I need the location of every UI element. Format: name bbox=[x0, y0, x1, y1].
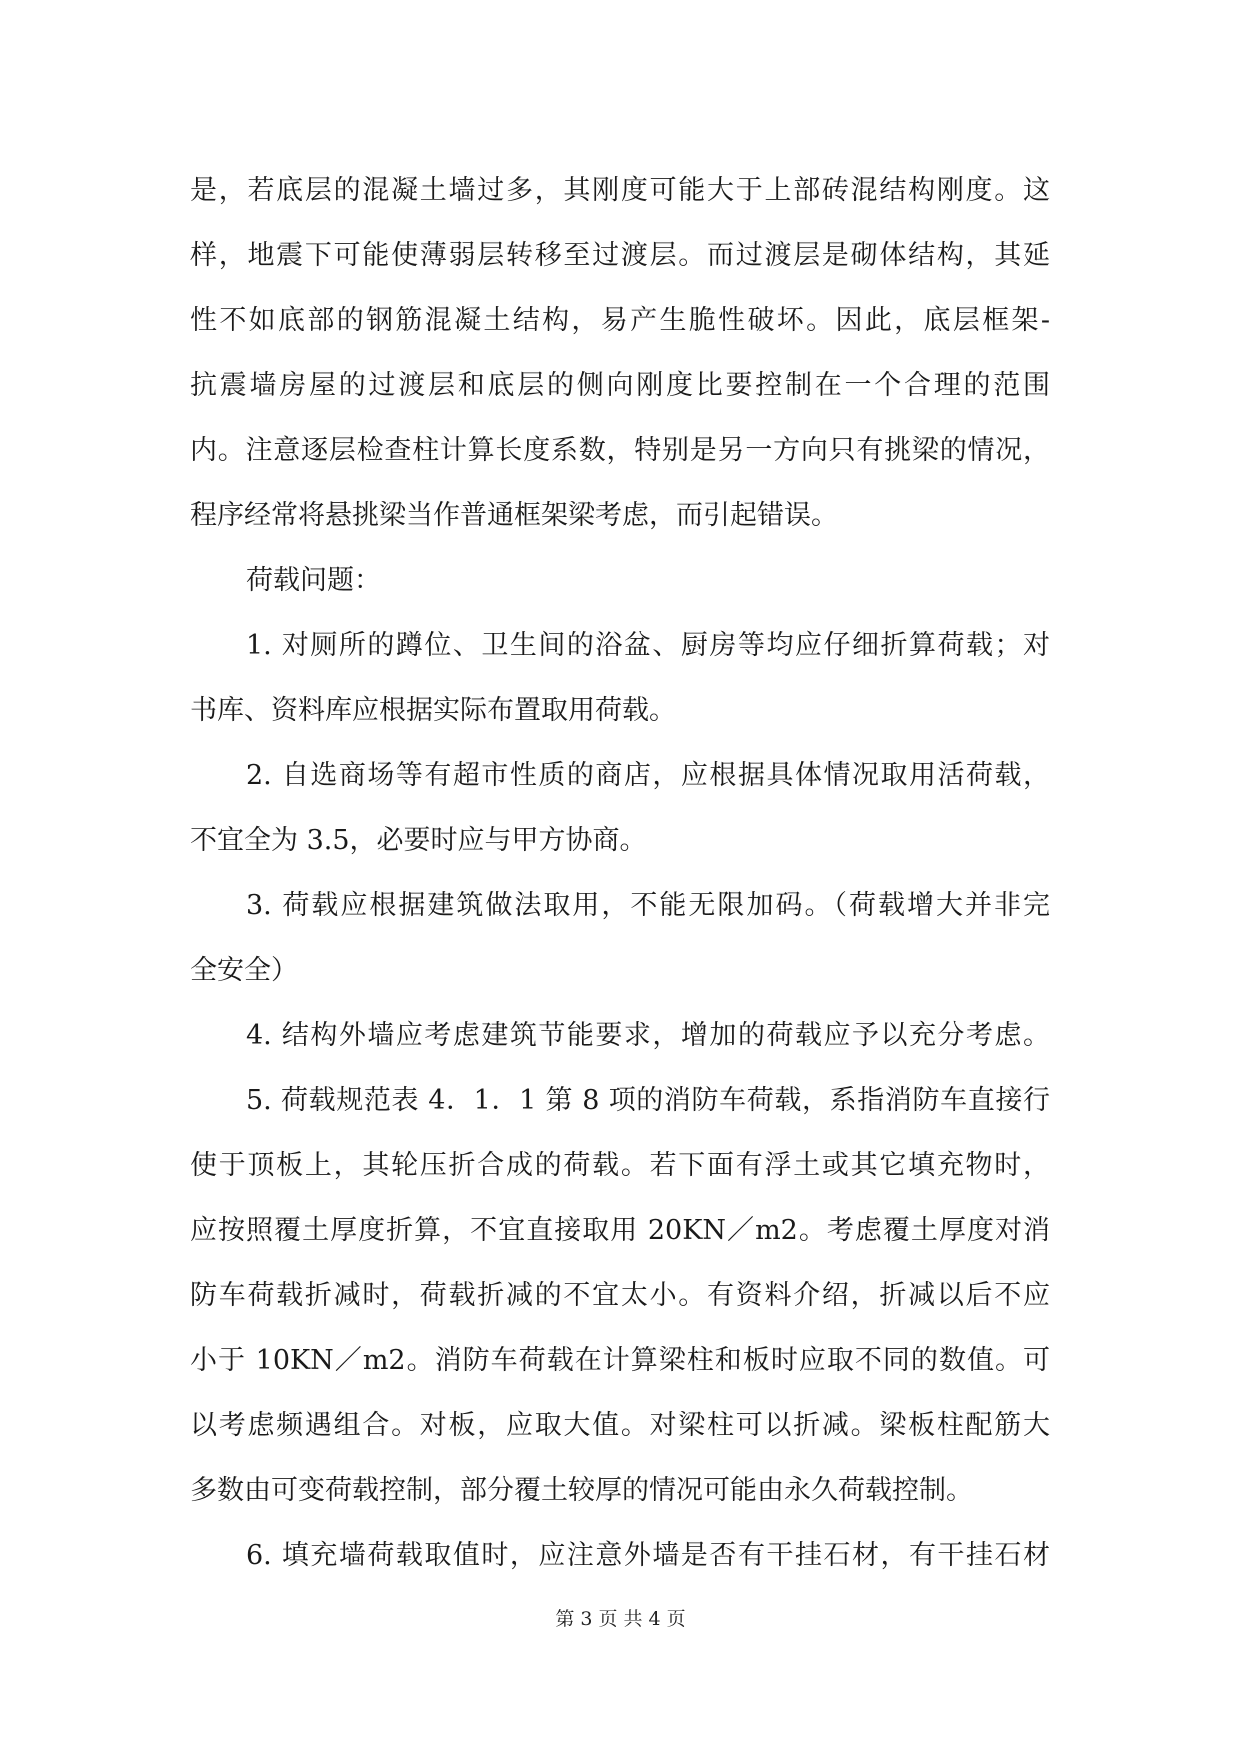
section-heading: 荷载问题： bbox=[246, 565, 381, 596]
list-item-1-line: 1. 对厕所的蹲位、卫生间的浴盆、厨房等均应仔细折算荷载；对 bbox=[246, 630, 1050, 661]
text-line: 性不如底部的钢筋混凝土结构，易产生脆性破坏。因此，底层框架- bbox=[190, 305, 1050, 336]
text-line: 是，若底层的混凝土墙过多，其刚度可能大于上部砖混结构刚度。这 bbox=[190, 175, 1050, 206]
list-item-5-line: 小于 10KN／m2。消防车荷载在计算梁柱和板时应取不同的数值。可 bbox=[190, 1345, 1050, 1376]
list-item-3-line: 全安全） bbox=[190, 955, 298, 986]
text-line: 样，地震下可能使薄弱层转移至过渡层。而过渡层是砌体结构，其延 bbox=[190, 240, 1050, 271]
list-item-5-line: 以考虑频遇组合。对板，应取大值。对梁柱可以折减。梁板柱配筋大 bbox=[190, 1410, 1050, 1441]
list-item-2-line: 2. 自选商场等有超市性质的商店，应根据具体情况取用活荷载， bbox=[246, 760, 1050, 791]
body-text bbox=[190, 158, 1050, 1588]
list-item-5-line: 应按照覆土厚度折算，不宜直接取用 20KN／m2。考虑覆土厚度对消 bbox=[190, 1215, 1050, 1246]
list-item-6-line: 6. 填充墙荷载取值时，应注意外墙是否有干挂石材，有干挂石材 bbox=[246, 1540, 1050, 1571]
page-number: 第 3 页 共 4 页 bbox=[555, 1608, 686, 1630]
list-item-4-line: 4. 结构外墙应考虑建筑节能要求，增加的荷载应予以充分考虑。 bbox=[246, 1020, 1050, 1051]
list-item-5-line: 5. 荷载规范表 4．1．1 第 8 项的消防车荷载，系指消防车直接行 bbox=[246, 1085, 1050, 1116]
text-line: 程序经常将悬挑梁当作普通框架梁考虑，而引起错误。 bbox=[190, 500, 838, 531]
text-line: 内。注意逐层检查柱计算长度系数，特别是另一方向只有挑梁的情况， bbox=[190, 435, 1050, 466]
list-item-1-line: 书库、资料库应根据实际布置取用荷载。 bbox=[190, 695, 676, 726]
text-line: 抗震墙房屋的过渡层和底层的侧向刚度比要控制在一个合理的范围 bbox=[190, 370, 1050, 401]
list-item-5-line: 防车荷载折减时，荷载折减的不宜太小。有资料介绍，折减以后不应 bbox=[190, 1280, 1050, 1311]
list-item-2-line: 不宜全为 3.5，必要时应与甲方协商。 bbox=[190, 825, 647, 856]
list-item-5-line: 多数由可变荷载控制，部分覆土较厚的情况可能由永久荷载控制。 bbox=[190, 1475, 973, 1506]
list-item-5-line: 使于顶板上，其轮压折合成的荷载。若下面有浮土或其它填充物时， bbox=[190, 1150, 1050, 1181]
list-item-3-line: 3. 荷载应根据建筑做法取用，不能无限加码。（荷载增大并非完 bbox=[246, 890, 1050, 921]
